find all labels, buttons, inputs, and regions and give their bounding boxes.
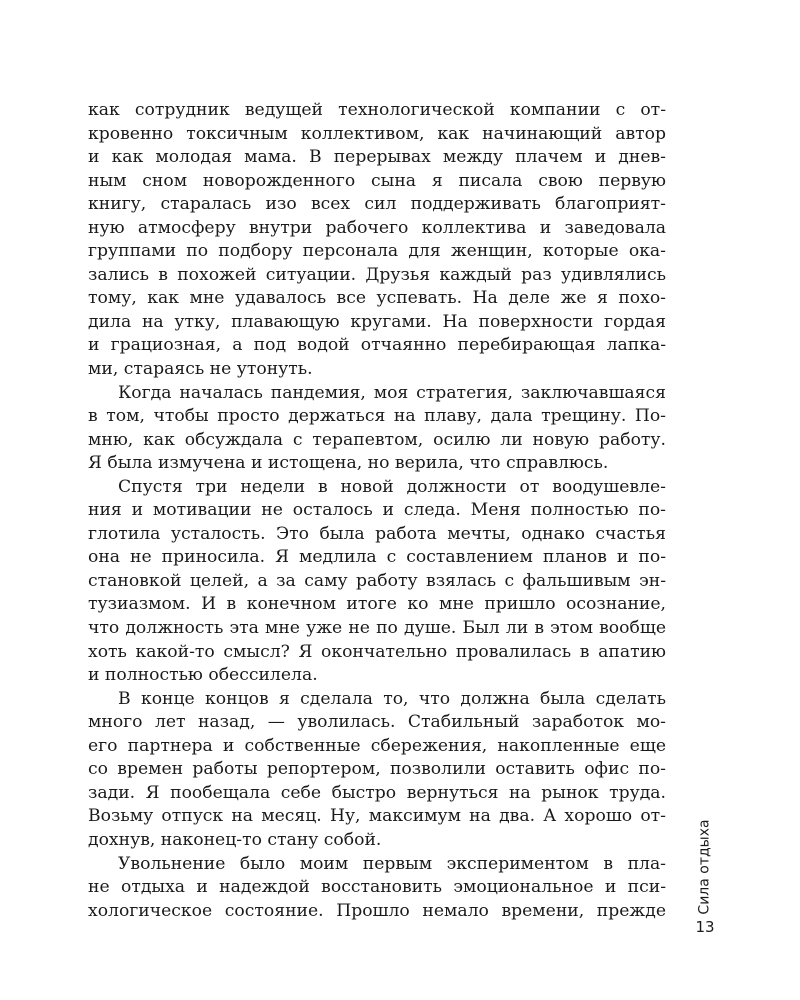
text-line: ния и мотивации не осталось и следа. Меня полностью по- xyxy=(88,500,666,521)
text-line: мню, как обсуждала с терапевтом, осилю ли новую работу. xyxy=(88,429,666,450)
text-line: тузиазмом. И в конечном итоге ко мне пришло осознание, xyxy=(88,594,666,615)
text-line: не отдыха и надеждой восстановить эмоциональное и пси- xyxy=(88,877,666,898)
text-line: и как молодая мама. В перерывах между плачем и днев- xyxy=(88,147,666,168)
text-line: Я была измучена и истощена, но верила, что справлюсь. xyxy=(88,453,609,474)
text-line: зались в похожей ситуации. Друзья каждый раз удивлялись xyxy=(88,264,666,285)
text-line: его партнера и собственные сбережения, накопленные еще xyxy=(88,735,666,756)
text-line: что должность эта мне уже не по душе. Был ли в этом вообще xyxy=(88,618,666,639)
text-line: дохнув, наконец-то стану собой. xyxy=(88,829,382,850)
text-line: зади. Я пообещала себе быстро вернуться на рынок труда. xyxy=(88,782,666,803)
text-line: Возьму отпуск на месяц. Ну, максимум на два. А хорошо от- xyxy=(88,806,666,827)
body-text xyxy=(88,99,666,923)
text-line: как сотрудник ведущей технологической компании с от- xyxy=(88,100,666,120)
text-line: она не приносила. Я медлила с составлением планов и по- xyxy=(88,547,666,568)
text-line: кровенно токсичным коллективом, как начинающий автор xyxy=(88,123,666,144)
text-line: дила на утку, плавающую кругами. На поверхности гордая xyxy=(88,311,666,332)
text-line: тому, как мне удавалось все успевать. На деле же я похо- xyxy=(88,288,666,309)
text-line: хологическое состояние. Прошло немало времени, прежде xyxy=(88,900,666,921)
page-number: 13 xyxy=(695,918,715,936)
text-line: и полностью обессилела. xyxy=(88,665,318,686)
text-line: Увольнение было моим первым экспериментом в пла- xyxy=(118,853,666,874)
text-line: ми, стараясь не утонуть. xyxy=(88,359,313,380)
text-line: хоть какой-то смысл? Я окончательно провалилась в апатию xyxy=(88,641,666,662)
running-title-text: Сила отдыха xyxy=(697,819,714,915)
text-line: ным сном новорожденного сына я писала свою первую xyxy=(88,170,666,191)
text-line: В конце концов я сделала то, что должна была сделать xyxy=(118,688,666,709)
text-line: в том, чтобы просто держаться на плаву, дала трещину. По- xyxy=(88,406,666,427)
text-line: Спустя три недели в новой должности от воодушевле- xyxy=(118,476,666,497)
text-line: Когда началась пандемия, моя стратегия, заключавшаяся xyxy=(118,382,666,403)
text-line: много лет назад, — уволилась. Стабильный заработок мо- xyxy=(88,712,666,733)
text-line: ную атмосферу внутри рабочего коллектива и заведовала xyxy=(88,217,666,238)
text-line: со времен работы репортером, позволили оставить офис по- xyxy=(88,759,666,780)
text-line: глотила усталость. Это была работа мечты, однако счастья xyxy=(88,523,666,544)
text-line: и грациозная, а под водой отчаянно перебирающая лапка- xyxy=(88,335,666,356)
text-line: становкой целей, а за саму работу взялась с фальшивым эн- xyxy=(88,570,666,591)
text-line: группами по подбору персонала для женщин, которые ока- xyxy=(88,241,666,262)
running-title xyxy=(683,819,727,915)
text-line: книгу, старалась изо всех сил поддерживать благоприят- xyxy=(88,194,666,215)
